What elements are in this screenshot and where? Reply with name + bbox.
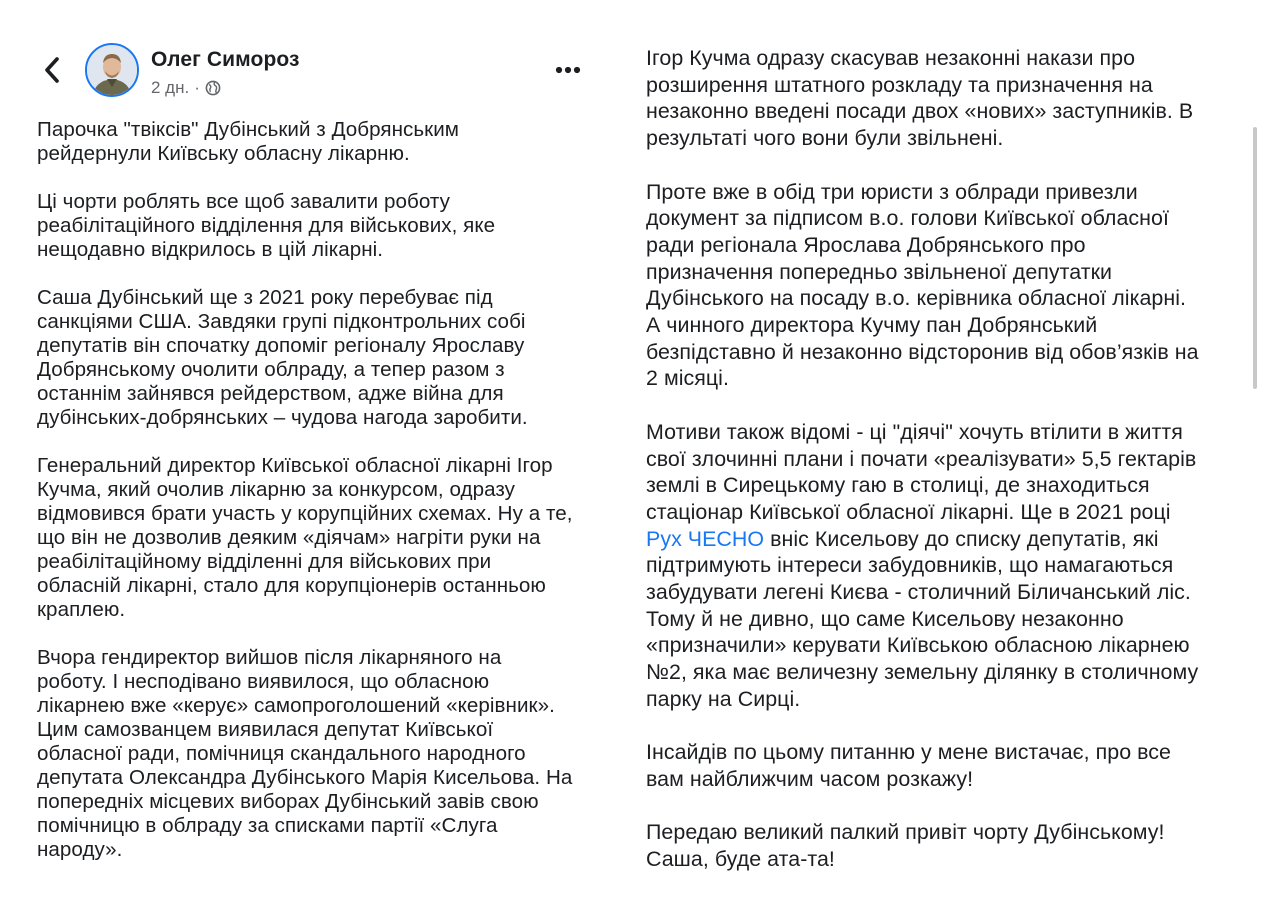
post-paragraph: Парочка "твіксів" Дубінський з Добрянським рейдернули Київську обласну лікарню. <box>37 118 459 165</box>
paragraph-text: Мотиви також відомі - ці "діячі" хочуть втілити в життя свої злочинні плани і почати «реалізувати» 5,5 гектарів землі в Сирецькому гаю в столиці, де знаходиться стаціонар Київської обласної лікарні. Ще в 2021 році <box>646 419 1197 524</box>
post-paragraph: Генеральний директор Київської обласної лікарні Ігор Кучма, який очолив лікарню за конкурсом, одразу відмовився брати участь у корупційних схемах. Ну а те, що він не дозволив деяким «діячам» нагріти руки на реабілітаційному відділенні для військових при обласній лікарні, стало для корупціонерів останньою краплею. <box>37 454 573 621</box>
post-paragraph: Інсайдів по цьому питанню у мене вистачає, про все вам найближчим часом розкажу! <box>646 740 1171 791</box>
post-paragraph: Вчора гендиректор вийшов після лікарняного на роботу. І несподівано виявилося, що обласною лікарнею вже «керує» самопроголошений «керівник». Цим самозванцем виявилася депутат Київської обласної ради, помічниця скандального народного депутата Олександра Дубінського Марія Кисельова. На попередніх місцевих виборах Дубінський завів свою помічницю в облраду за списками партії «Слуга народу». <box>37 646 573 861</box>
post-paragraph: Саша Дубінський ще з 2021 року перебуває під санкціями США. Завдяки групі підконтрольних собі депутатів він спочатку допоміг регіоналу Ярославу Добрянському очолити облраду, а тепер разом з останнім зайнявся рейдерством, адже війна для дубінських-добрянських – чудова нагода заробити. <box>37 286 528 429</box>
post-paragraph-with-link <box>646 419 1261 713</box>
profile-photo <box>87 45 137 95</box>
post-paragraph: Передаю великий палкий привіт чорту Дубінському! Саша, буде ата-та! <box>646 820 1165 872</box>
more-dots-icon <box>555 66 581 74</box>
post-meta <box>151 78 221 98</box>
post-paragraph: Проте вже в обід три юристи з облради привезли документ за підписом в.о. голови Київської обласної ради регіонала Ярослава Добрянського про призначення попередньо звільненої депутатки Дубінського на посаду в.о. керівника обласної лікарні. А чинного директора Кучму пан Добрянський безпідставно й незаконно відсторонив від обов’язків на 2 місяці. <box>646 179 1199 391</box>
post-right-panel <box>612 0 1280 909</box>
globe-icon[interactable] <box>205 80 221 96</box>
more-options-button[interactable] <box>552 56 584 84</box>
post-text-right <box>646 45 1261 899</box>
post-paragraph: Ці чорти роблять все щоб завалити роботу реабілітаційного відділення для військових, яке нещодавно відкрилось в цій лікарні. <box>37 190 496 261</box>
post-text-left <box>37 118 597 886</box>
post-time[interactable]: 2 дн. <box>151 78 190 97</box>
post-paragraph: Ігор Кучма одразу скасував незаконні накази про розширення штатного розкладу та призначення на незаконно введені посади двох «нових» заступників. В результаті чого вони були звільнені. <box>646 46 1194 151</box>
scrollbar[interactable] <box>1253 127 1257 389</box>
meta-separator: · <box>194 78 200 97</box>
back-button[interactable] <box>34 52 70 88</box>
post-left-panel <box>0 0 612 909</box>
paragraph-text: вніс Кисельову до списку депутатів, які підтримують інтереси забудовників, що намагаються забудувати легені Києва - столичний Біличанський ліс. Тому й не дивно, що саме Кисельову незаконно «призначили» керувати Київською обласною лікарнею №2, яка має величезну земельну ділянку в столичному парку на Сирці. <box>646 526 1199 711</box>
chesno-link[interactable]: Рух ЧЕСНО <box>646 526 765 551</box>
chevron-left-icon <box>41 55 63 85</box>
author-name[interactable]: Олег Симороз <box>151 48 300 71</box>
avatar[interactable] <box>85 43 139 97</box>
